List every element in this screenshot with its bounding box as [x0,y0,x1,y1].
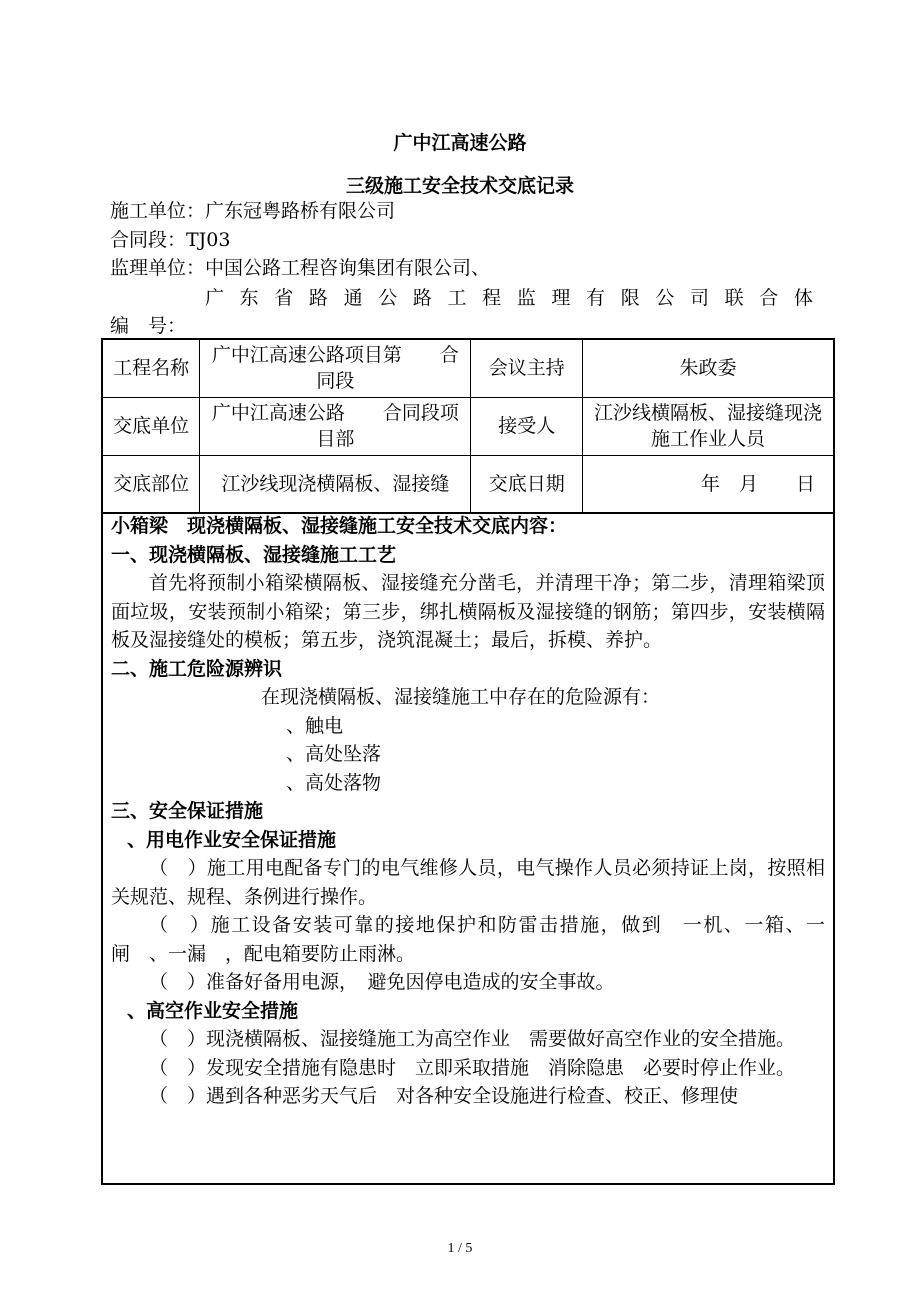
supervision-unit: 监理单位：中国公路工程咨询集团有限公司、 [110,257,491,279]
joint-venture-line: 广 东 省 路 通 公 路 工 程 监 理 有 限 公 司 联 合 体 [205,287,813,309]
table-row [102,339,834,397]
measure-item: （ ）施工用电配备专门的电气维修人员，电气操作人员必须持证上岗，按照相关规范、规程、条例进行操作。 [111,857,825,908]
document-subtitle: 三级施工安全技术交底记录 [345,175,574,197]
hazard-item: 、触电 [286,714,344,737]
value-briefing-unit: 广中江高速公路 合同段项目部 [200,397,471,455]
construction-unit: 施工单位：广东冠粤路桥有限公司 [110,200,396,222]
measure-item: （ ）施工设备安装可靠的接地保护和防雷击措施，做到 一机、一箱、一闸 、一漏 ，配电箱要防止雨淋。 [111,914,825,965]
content-heading: 小箱梁 现浇横隔板、湿接缝施工安全技术交底内容： [111,515,568,537]
value-meeting-host: 朱政委 [583,339,834,397]
measure-item: （ ）遇到各种恶劣天气后 对各种安全设施进行检查、校正、修理使 [149,1085,739,1107]
label-project-name: 工程名称 [102,339,200,397]
value-briefing-location: 江沙线现浇横隔板、湿接缝 [200,455,471,513]
label-briefing-date: 交底日期 [471,455,583,513]
document-number: 编 号： [110,315,187,337]
value-project-name: 广中江高速公路项目第 合同段 [200,339,471,397]
value-recipient: 江沙线横隔板、湿接缝现浇施工作业人员 [583,397,834,455]
section-1-text: 首先将预制小箱梁横隔板、湿接缝充分凿毛，并清理干净；第二步，清理箱梁顶面垃圾，安装预制小箱梁；第三步，绑扎横隔板及湿接缝的钢筋；第四步，安装横隔板及湿接缝处的模板；第五步，浇筑混凝土；最后，拆模、养护。 [111,572,825,651]
section-3-title: 三、安全保证措施 [111,800,264,822]
section-2-title: 二、施工危险源辨识 [111,657,283,680]
hazard-item: 、高处坠落 [286,743,382,765]
section-1-title: 一、现浇横隔板、湿接缝施工工艺 [111,543,397,566]
info-table [101,338,835,514]
measure-item: （ ）现浇横隔板、湿接缝施工为高空作业 需要做好高空作业的安全措施。 [149,1028,796,1050]
table-row [102,397,834,455]
contract-section: 合同段：TJ03 [110,229,231,251]
label-meeting-host: 会议主持 [471,339,583,397]
value-briefing-date: 年 月 日 [583,455,834,513]
section-3a-title: 、用电作业安全保证措施 [127,828,337,851]
measure-item: （ ）准备好备用电源， 避免因停电造成的安全事故。 [149,971,615,993]
label-recipient: 接受人 [471,397,583,455]
page-number: 1 / 5 [447,1241,473,1256]
briefing-content [101,512,835,1185]
document-title: 广中江高速公路 [393,132,527,154]
section-2-intro: 在现浇横隔板、湿接缝施工中存在的危险源有： [261,686,661,708]
hazard-item: 、高处落物 [286,771,382,794]
label-briefing-location: 交底部位 [102,455,200,513]
label-briefing-unit: 交底单位 [102,397,200,455]
table-row [102,455,834,513]
section-3b-title: 、高空作业安全措施 [127,999,299,1022]
measure-item: （ ）发现安全措施有隐患时 立即采取措施 消除隐患 必要时停止作业。 [149,1056,796,1079]
